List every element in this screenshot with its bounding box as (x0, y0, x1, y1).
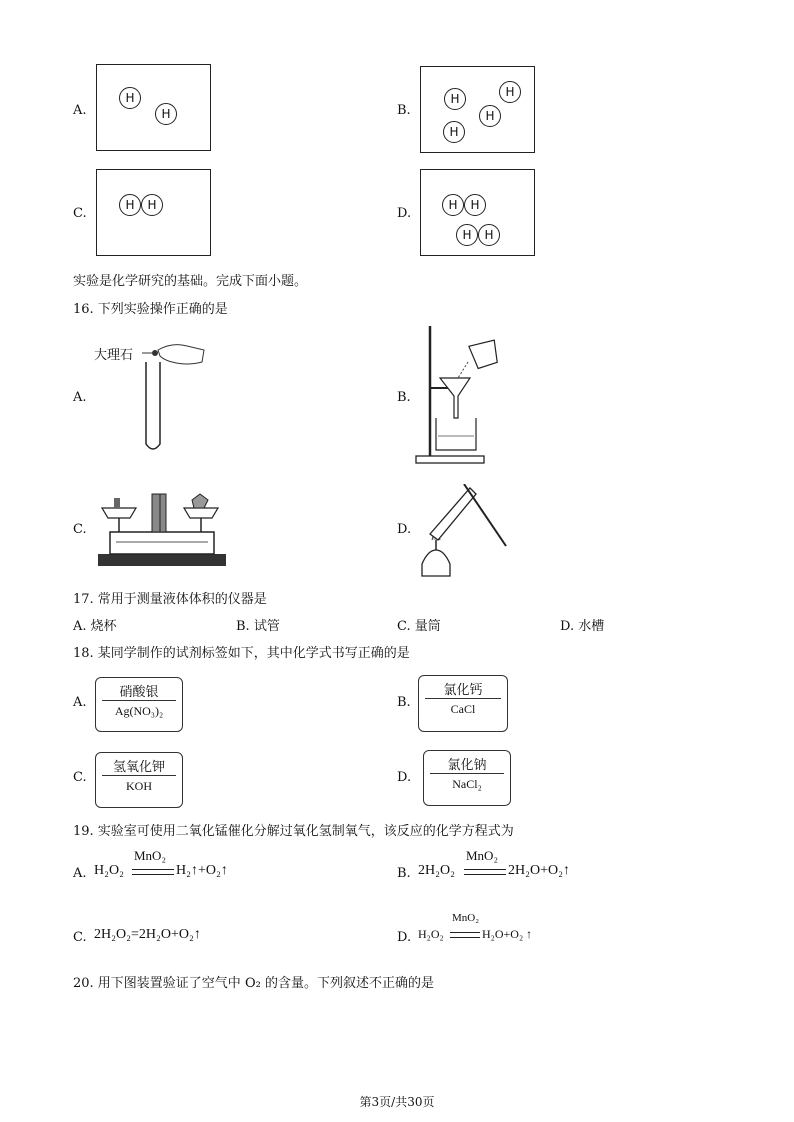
q15-option-a-letter: A. (73, 103, 87, 118)
q18-option-d-letter: D. (397, 770, 412, 785)
reagent-name: 氯化钠 (430, 751, 504, 774)
q19-option-d-letter: D. (397, 930, 412, 945)
q17-option-b: B. 试管 (236, 619, 280, 634)
reagent-name: 氢氧化钾 (102, 753, 176, 776)
q16-option-c-letter: C. (73, 522, 87, 537)
hydrogen-atom: H (119, 194, 141, 216)
q17-option-d: D. 水槽 (560, 619, 605, 634)
q15-figure-c (96, 169, 211, 256)
reagent-label-d (423, 750, 511, 806)
equation-b-products: 2H₂O+O₂↑ (508, 863, 570, 878)
q19-stem: 19. 实验室可使用二氧化锰催化分解过氧化氢制氧气，该反应的化学方程式为 (73, 824, 514, 839)
hydrogen-atom: H (443, 121, 465, 143)
q19-option-b-letter: B. (397, 866, 411, 881)
equation-a-equals-sign (132, 869, 174, 875)
hydrogen-atom: H (499, 81, 521, 103)
q16-option-a-letter: A. (73, 390, 87, 405)
reagent-name: 硝酸银 (102, 678, 176, 701)
equation-a-reactant: H₂O₂ (94, 863, 124, 878)
q16-option-d-letter: D. (397, 522, 412, 537)
q19-option-a-letter: A. (73, 866, 87, 881)
q15-option-d-letter: D. (397, 206, 412, 221)
equation-b-catalyst: MnO₂ (466, 848, 498, 863)
equation-b-equals-sign (464, 869, 506, 875)
equation-d-equals-sign (450, 932, 480, 938)
equation-c: 2H₂O₂=2H₂O+O₂↑ (94, 927, 201, 942)
equation-a-products: H₂↑+O₂↑ (176, 863, 228, 878)
equation-d-reactant: H₂O₂ (418, 927, 444, 941)
hydrogen-atom: H (456, 224, 478, 246)
equation-a-catalyst: MnO₂ (134, 848, 166, 863)
q18-stem: 18. 某同学制作的试剂标签如下，其中化学式书写正确的是 (73, 646, 410, 661)
reagent-formula: CaCl (450, 702, 476, 716)
q18-option-b-letter: B. (397, 695, 411, 710)
reagent-name: 氯化钙 (425, 676, 501, 699)
q15-figure-a (96, 64, 211, 151)
reagent-label-b (418, 675, 508, 732)
q16-option-b-letter: B. (397, 390, 411, 405)
q17-stem: 17. 常用于测量液体体积的仪器是 (73, 592, 267, 607)
hydrogen-atom: H (478, 224, 500, 246)
hydrogen-atom: H (464, 194, 486, 216)
hydrogen-atom: H (141, 194, 163, 216)
reagent-formula: KOH (126, 779, 152, 793)
q18-option-c-letter: C. (73, 770, 87, 785)
equation-b-reactant: 2H₂O₂ (418, 863, 455, 878)
hydrogen-atom: H (444, 88, 466, 110)
q15-figure-d (420, 169, 535, 256)
q20-stem: 20. 用下图装置验证了空气中 O₂ 的含量。下列叙述不正确的是 (73, 976, 434, 991)
equation-d-products: H₂O+O₂ ↑ (482, 927, 533, 941)
q15-option-b-letter: B. (397, 103, 411, 118)
reagent-label-c (95, 752, 183, 808)
marble-label: 大理石 (94, 348, 134, 363)
q16-figure-a-test-tube (92, 340, 212, 460)
equation-d-catalyst: MnO₂ (452, 912, 480, 924)
hydrogen-atom: H (479, 105, 501, 127)
hydrogen-atom: H (155, 103, 177, 125)
q16-figure-d-heating-tube-icon (414, 484, 514, 580)
q17-option-c: C. 量筒 (397, 619, 441, 634)
hydrogen-atom: H (119, 87, 141, 109)
q15-option-c-letter: C. (73, 206, 87, 221)
q18-option-a-letter: A. (73, 695, 87, 710)
q16-figure-b-filtration-icon (414, 322, 514, 468)
q16-figure-c-balance-icon (94, 488, 230, 568)
q19-option-c-letter: C. (73, 930, 87, 945)
reagent-formula: Ag(NO₃)₂ (114, 704, 164, 718)
reagent-label-a (95, 677, 183, 732)
q16-stem: 16. 下列实验操作正确的是 (73, 302, 228, 317)
hydrogen-atom: H (442, 194, 464, 216)
section-intro: 实验是化学研究的基础。完成下面小题。 (73, 274, 308, 289)
q17-option-a: A. 烧杯 (73, 619, 117, 634)
reagent-formula: NaCl₂ (452, 777, 482, 791)
q15-figure-b (420, 66, 535, 153)
page-footer: 第3页/共30页 (359, 1095, 435, 1109)
